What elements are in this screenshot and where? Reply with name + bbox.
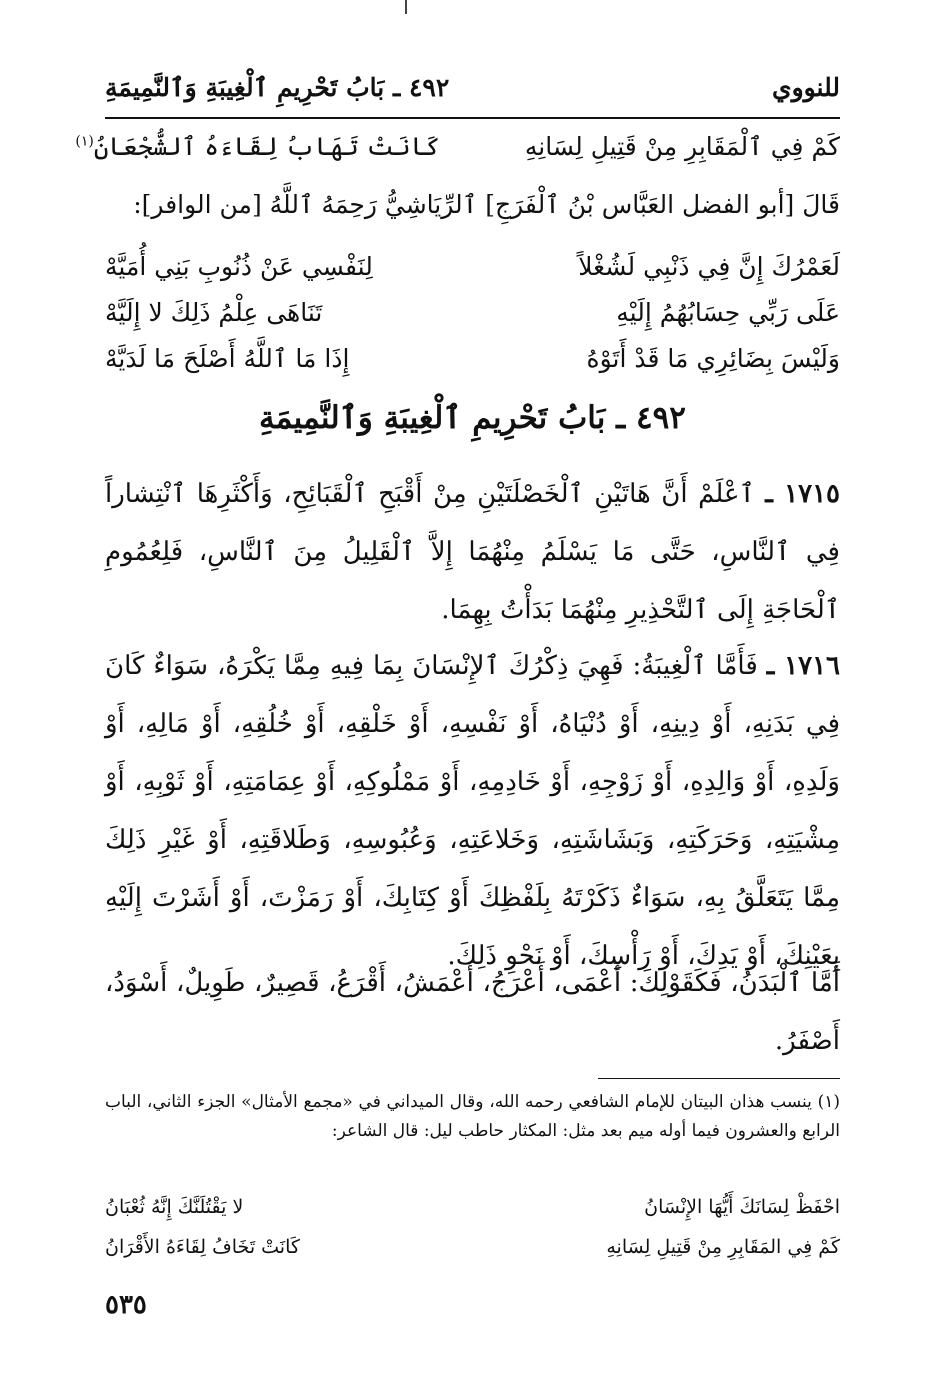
verse-first-hemistich: عَلَى رَبِّي حِسَابُهُمُ إِلَيْهِ <box>616 298 840 327</box>
header-chapter: ٤٩٢ ـ بَابُ تَحْرِيمِ ٱلْغِيبَةِ وَٱلنَّمِيمَةِ <box>105 72 450 102</box>
verse-second-hemistich: إِذَا مَا ٱللَّهُ أَصْلَحَ مَا لَدَيَّهْ <box>105 344 350 373</box>
verse-second-hemistich: كَانَتْ تَخَافُ لِقَاءَهُ الأَقْرَانُ <box>105 1236 300 1258</box>
verse-first-hemistich: لَعَمْرُكَ إِنَّ فِي ذَنْبِي لَشُغْلاً <box>578 252 840 281</box>
verse-second-text: كَانَتْ تَهَابُ لِقَاءَهُ ٱلشُّجْعَانُ <box>93 132 440 161</box>
page-number: ٥٣٥ <box>105 1290 147 1320</box>
poem2-verse3 <box>105 344 840 373</box>
paragraph-badan: أَمَّا ٱلْبَدَنُ، فَكَقَوْلِكَ: أَعْمَى، أَعْرَجُ، أَعْمَشُ، أَقْرَعُ، قَصِيرٌ، طَوِيلٌ، أَسْوَدُ، أَصْفَرُ. <box>105 968 841 1056</box>
poem2-verse2 <box>105 298 840 327</box>
poem2-verse1 <box>105 252 840 281</box>
poem1-verse1 <box>75 132 840 161</box>
footnote <box>105 1088 840 1146</box>
verse-first-hemistich: وَلَيْسَ بِضَائِرِي مَا قَدْ أَتَوْهُ <box>586 344 840 373</box>
footnote-verse2 <box>105 1236 840 1258</box>
running-header <box>105 62 840 112</box>
header-rule <box>105 117 840 119</box>
verse-second-hemistich: تَنَاهَى عِلْمُ ذَلِكَ لا إِلَيَّهْ <box>105 298 323 327</box>
crop-mark <box>405 0 407 14</box>
footnote-marker: (١) <box>817 1092 840 1112</box>
chapter-title: ٤٩٢ ـ بَابُ تَحْرِيمِ ٱلْغِيبَةِ وَٱلنَّمِيمَةِ <box>259 400 686 436</box>
paragraph-number: ١٧١٥ ـ <box>765 479 840 509</box>
paragraph-1716 <box>105 637 840 985</box>
paragraph-text: ٱعْلَمْ أَنَّ هَاتَيْنِ ٱلْخَصْلَتَيْنِ مِنْ أَقْبَحِ ٱلْقَبَائِحِ، وَأَكْثَرِهَا ٱنْتِشاراً فِي ٱلنَّاسِ، حَتَّى مَا يَسْلَمُ مِنْهُمَا إِلاَّ ٱلْقَلِيلُ مِنَ ٱلنَّاسِ، فَلِعُمُومِ ٱلْحَاجَةِ إِلَى ٱلتَّحْذِيرِ مِنْهُمَا بَدَأْتُ بِهِمَا. <box>105 479 840 625</box>
footnote-rule <box>598 1078 840 1079</box>
verse-first-hemistich: كَمْ فِي ٱلْمَقَابِرِ مِنْ قَتِيلِ لِسَانِهِ <box>524 132 840 161</box>
footnote-text: ينسب هذان البيتان للإمام الشافعي رحمه الله، وقال الميداني في «مجمع الأمثال» الجزء الثاني، الباب الرابع والعشرون فيما أوله ميم بعد مثل: المكثار حاطب ليل: قال الشاعر: <box>105 1092 840 1141</box>
verse-second-hemistich: لا يَقْتُلَنَّكَ إِنَّهُ ثُعْبَانُ <box>105 1196 244 1218</box>
poem-intro: قَالَ [أبو الفضل العَبَّاس بْنُ ٱلْفَرَجِ] ٱلرِّيَاشِيُّ رَحِمَهُ ٱللَّهُ [من الوافر]: <box>133 190 840 219</box>
verse-second-hemistich <box>75 132 440 161</box>
footnote-marker: (١) <box>75 133 94 150</box>
verse-second-hemistich: لِنَفْسِي عَنْ ذُنُوبِ بَنِي أُمَيَّهْ <box>105 252 373 281</box>
verse-first-hemistich: كَمْ فِي المَقَابِرِ مِنْ قَتِيلِ لِسَانِهِ <box>606 1236 840 1258</box>
footnote-verse1 <box>105 1196 840 1218</box>
header-author: للنووي <box>772 72 840 102</box>
verse-first-hemistich: احْفَظْ لِسَانَكَ أَيُّهَا الإِنْسَانُ <box>644 1196 840 1218</box>
paragraph-number: ١٧١٦ ـ <box>766 651 841 681</box>
paragraph-text: فَأَمَّا ٱلْغِيبَةُ: فَهِيَ ذِكْرُكَ ٱلإِنْسَانَ بِمَا فِيهِ مِمَّا يَكْرَهُ، سَوَاءٌ كَانَ فِي بَدَنِهِ، أَوْ دِينِهِ، أَوْ دُنْيَاهُ، أَوْ نَفْسِهِ، أَوْ خَلْقِهِ، أَوْ خُلُقِهِ، أَوْ مَالِهِ، أَوْ وَلَدِهِ، أَوْ وَالِدِهِ، أَوْ زَوْجِهِ، أَوْ خَادِمِهِ، أَوْ مَمْلُوكِهِ، أَوْ عِمَامَتِهِ، أَوْ ثَوْبِهِ، أَوْ مِشْيَتِهِ، وَحَرَكَتِهِ، وَبَشَاشَتِهِ، وَخَلاعَتِهِ، وَعُبُوسِهِ، وَطَلاقَتِهِ، أَوْ غَيْرِ ذَلِكَ مِمَّا يَتَعَلَّقُ بِهِ، سَوَاءٌ ذَكَرْتَهُ بِلَفْظِكَ أَوْ كِتَابِكَ، أَوْ رَمَزْتَ، أَوْ أَشَرْتَ إِلَيْهِ بِعَيْنِكَ، أَوْ يَدِكَ، أَوْ رَأْسِكَ، أَوْ نَحْوِ ذَلِكَ. <box>105 651 840 971</box>
paragraph-1715 <box>105 465 840 639</box>
